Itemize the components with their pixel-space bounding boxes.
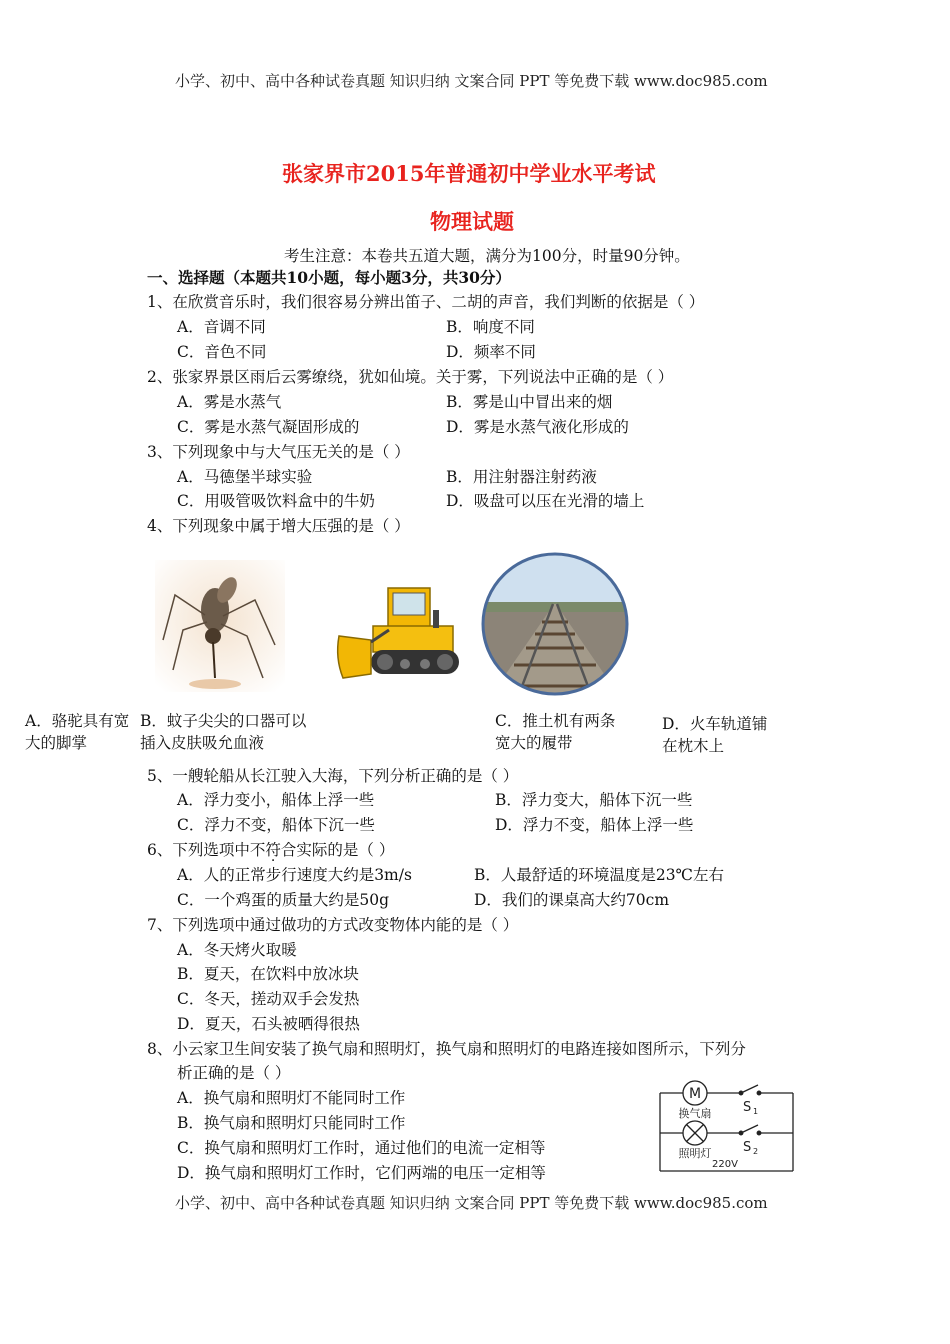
q8-stem-line2: 析正确的是（ ） bbox=[177, 1064, 291, 1082]
q5-option-b: B．浮力变大，船体下沉一些 bbox=[495, 791, 693, 809]
q3-stem: 3、下列现象中与大气压无关的是（ ） bbox=[147, 443, 410, 461]
q6-option-c: C．一个鸡蛋的质量大约是50g bbox=[177, 891, 390, 909]
q3-option-c: C．用吸管吸饮料盒中的牛奶 bbox=[177, 492, 375, 510]
page-footer: 小学、初中、高中各种试卷真题 知识归纳 文案合同 PPT 等免费下载 www.doc985.com bbox=[175, 1194, 768, 1212]
q5-option-d: D．浮力不变，船体上浮一些 bbox=[495, 816, 694, 834]
q6-option-a: A．人的正常步行速度大约是3m/s bbox=[177, 866, 412, 884]
q6-option-d: D．我们的课桌高大约70cm bbox=[474, 891, 670, 909]
exam-notice: 考生注意：本卷共五道大题，满分为100分，时量90分钟。 bbox=[284, 247, 690, 265]
q6-stem bbox=[147, 838, 394, 860]
motor-label: 换气扇 bbox=[678, 1107, 712, 1120]
mosquito-image bbox=[155, 560, 285, 692]
exam-title: 张家界市2015年普通初中学业水平考试 bbox=[282, 161, 656, 186]
q6-stem-emphasis: 不符合 bbox=[249, 841, 297, 859]
bulldozer-image bbox=[333, 580, 473, 690]
circuit-diagram bbox=[655, 1075, 800, 1185]
q8-option-a: A．换气扇和照明灯不能同时工作 bbox=[177, 1089, 406, 1107]
q4-option-b: B．蚊子尖尖的口器可以插入皮肤吸允血液 bbox=[140, 712, 307, 752]
q4-option-d: D．火车轨道铺在枕木上 bbox=[662, 715, 768, 755]
section-heading: 一、选择题（本题共10小题，每小题3分，共30分） bbox=[147, 268, 511, 287]
q6-stem-pre: 6、下列选项中 bbox=[147, 841, 250, 859]
q1-option-a: A．音调不同 bbox=[177, 318, 266, 336]
railway-image bbox=[480, 552, 630, 697]
q6-option-b: B．人最舒适的环境温度是23℃左右 bbox=[474, 866, 724, 884]
motor-symbol: M bbox=[688, 1086, 702, 1102]
page-header: 小学、初中、高中各种试卷真题 知识归纳 文案合同 PPT 等免费下载 www.doc985.com bbox=[175, 72, 768, 90]
q4-option-c: C．推土机有两条宽大的履带 bbox=[495, 712, 616, 752]
exam-subtitle: 物理试题 bbox=[430, 209, 514, 234]
switch1-subscript: 1 bbox=[753, 1107, 759, 1116]
q1-option-c: C．音色不同 bbox=[177, 343, 267, 361]
q4-option-a: A．骆驼具有宽大的脚掌 bbox=[25, 712, 130, 752]
q7-option-d: D．夏天，石头被晒得很热 bbox=[177, 1015, 360, 1033]
switch1-label: S bbox=[743, 1100, 752, 1115]
q7-option-c: C．冬天，搓动双手会发热 bbox=[177, 990, 360, 1008]
q8-option-d: D．换气扇和照明灯工作时，它们两端的电压一定相等 bbox=[177, 1164, 546, 1182]
q8-stem-line1: 8、小云家卫生间安装了换气扇和照明灯，换气扇和照明灯的电路连接如图所示，下列分 bbox=[147, 1040, 746, 1058]
q2-option-d: D．雾是水蒸气液化形成的 bbox=[446, 418, 629, 436]
q2-stem: 2、张家界景区雨后云雾缭绕，犹如仙境。关于雾，下列说法中正确的是（ ） bbox=[147, 368, 674, 386]
q7-option-b: B．夏天，在饮料中放冰块 bbox=[177, 965, 359, 983]
q2-option-a: A．雾是水蒸气 bbox=[177, 393, 282, 411]
q7-stem: 7、下列选项中通过做功的方式改变物体内能的是（ ） bbox=[147, 916, 519, 934]
q1-option-d: D．频率不同 bbox=[446, 343, 536, 361]
switch2-label: S bbox=[743, 1140, 752, 1155]
q3-option-a: A．马德堡半球实验 bbox=[177, 468, 313, 486]
q1-stem: 1、在欣赏音乐时，我们很容易分辨出笛子、二胡的声音，我们判断的依据是（ ） bbox=[147, 293, 705, 311]
q4-stem: 4、下列现象中属于增大压强的是（ ） bbox=[147, 517, 410, 535]
switch2-subscript: 2 bbox=[753, 1147, 759, 1156]
q2-option-c: C．雾是水蒸气凝固形成的 bbox=[177, 418, 360, 436]
q5-option-c: C．浮力不变，船体下沉一些 bbox=[177, 816, 375, 834]
voltage-label: 220V bbox=[712, 1159, 738, 1170]
q3-option-b: B．用注射器注射药液 bbox=[446, 468, 597, 486]
q8-option-b: B．换气扇和照明灯只能同时工作 bbox=[177, 1114, 406, 1132]
q2-option-b: B．雾是山中冒出来的烟 bbox=[446, 393, 613, 411]
q3-option-d: D．吸盘可以压在光滑的墙上 bbox=[446, 492, 645, 510]
q5-option-a: A．浮力变小，船体上浮一些 bbox=[177, 791, 375, 809]
q5-stem: 5、一艘轮船从长江驶入大海，下列分析正确的是（ ） bbox=[147, 767, 519, 785]
q1-option-b: B．响度不同 bbox=[446, 318, 535, 336]
q7-option-a: A．冬天烤火取暖 bbox=[177, 941, 297, 959]
q8-option-c: C．换气扇和照明灯工作时，通过他们的电流一定相等 bbox=[177, 1139, 546, 1157]
lamp-label: 照明灯 bbox=[678, 1147, 712, 1160]
q6-stem-post: 实际的是（ ） bbox=[296, 841, 395, 859]
